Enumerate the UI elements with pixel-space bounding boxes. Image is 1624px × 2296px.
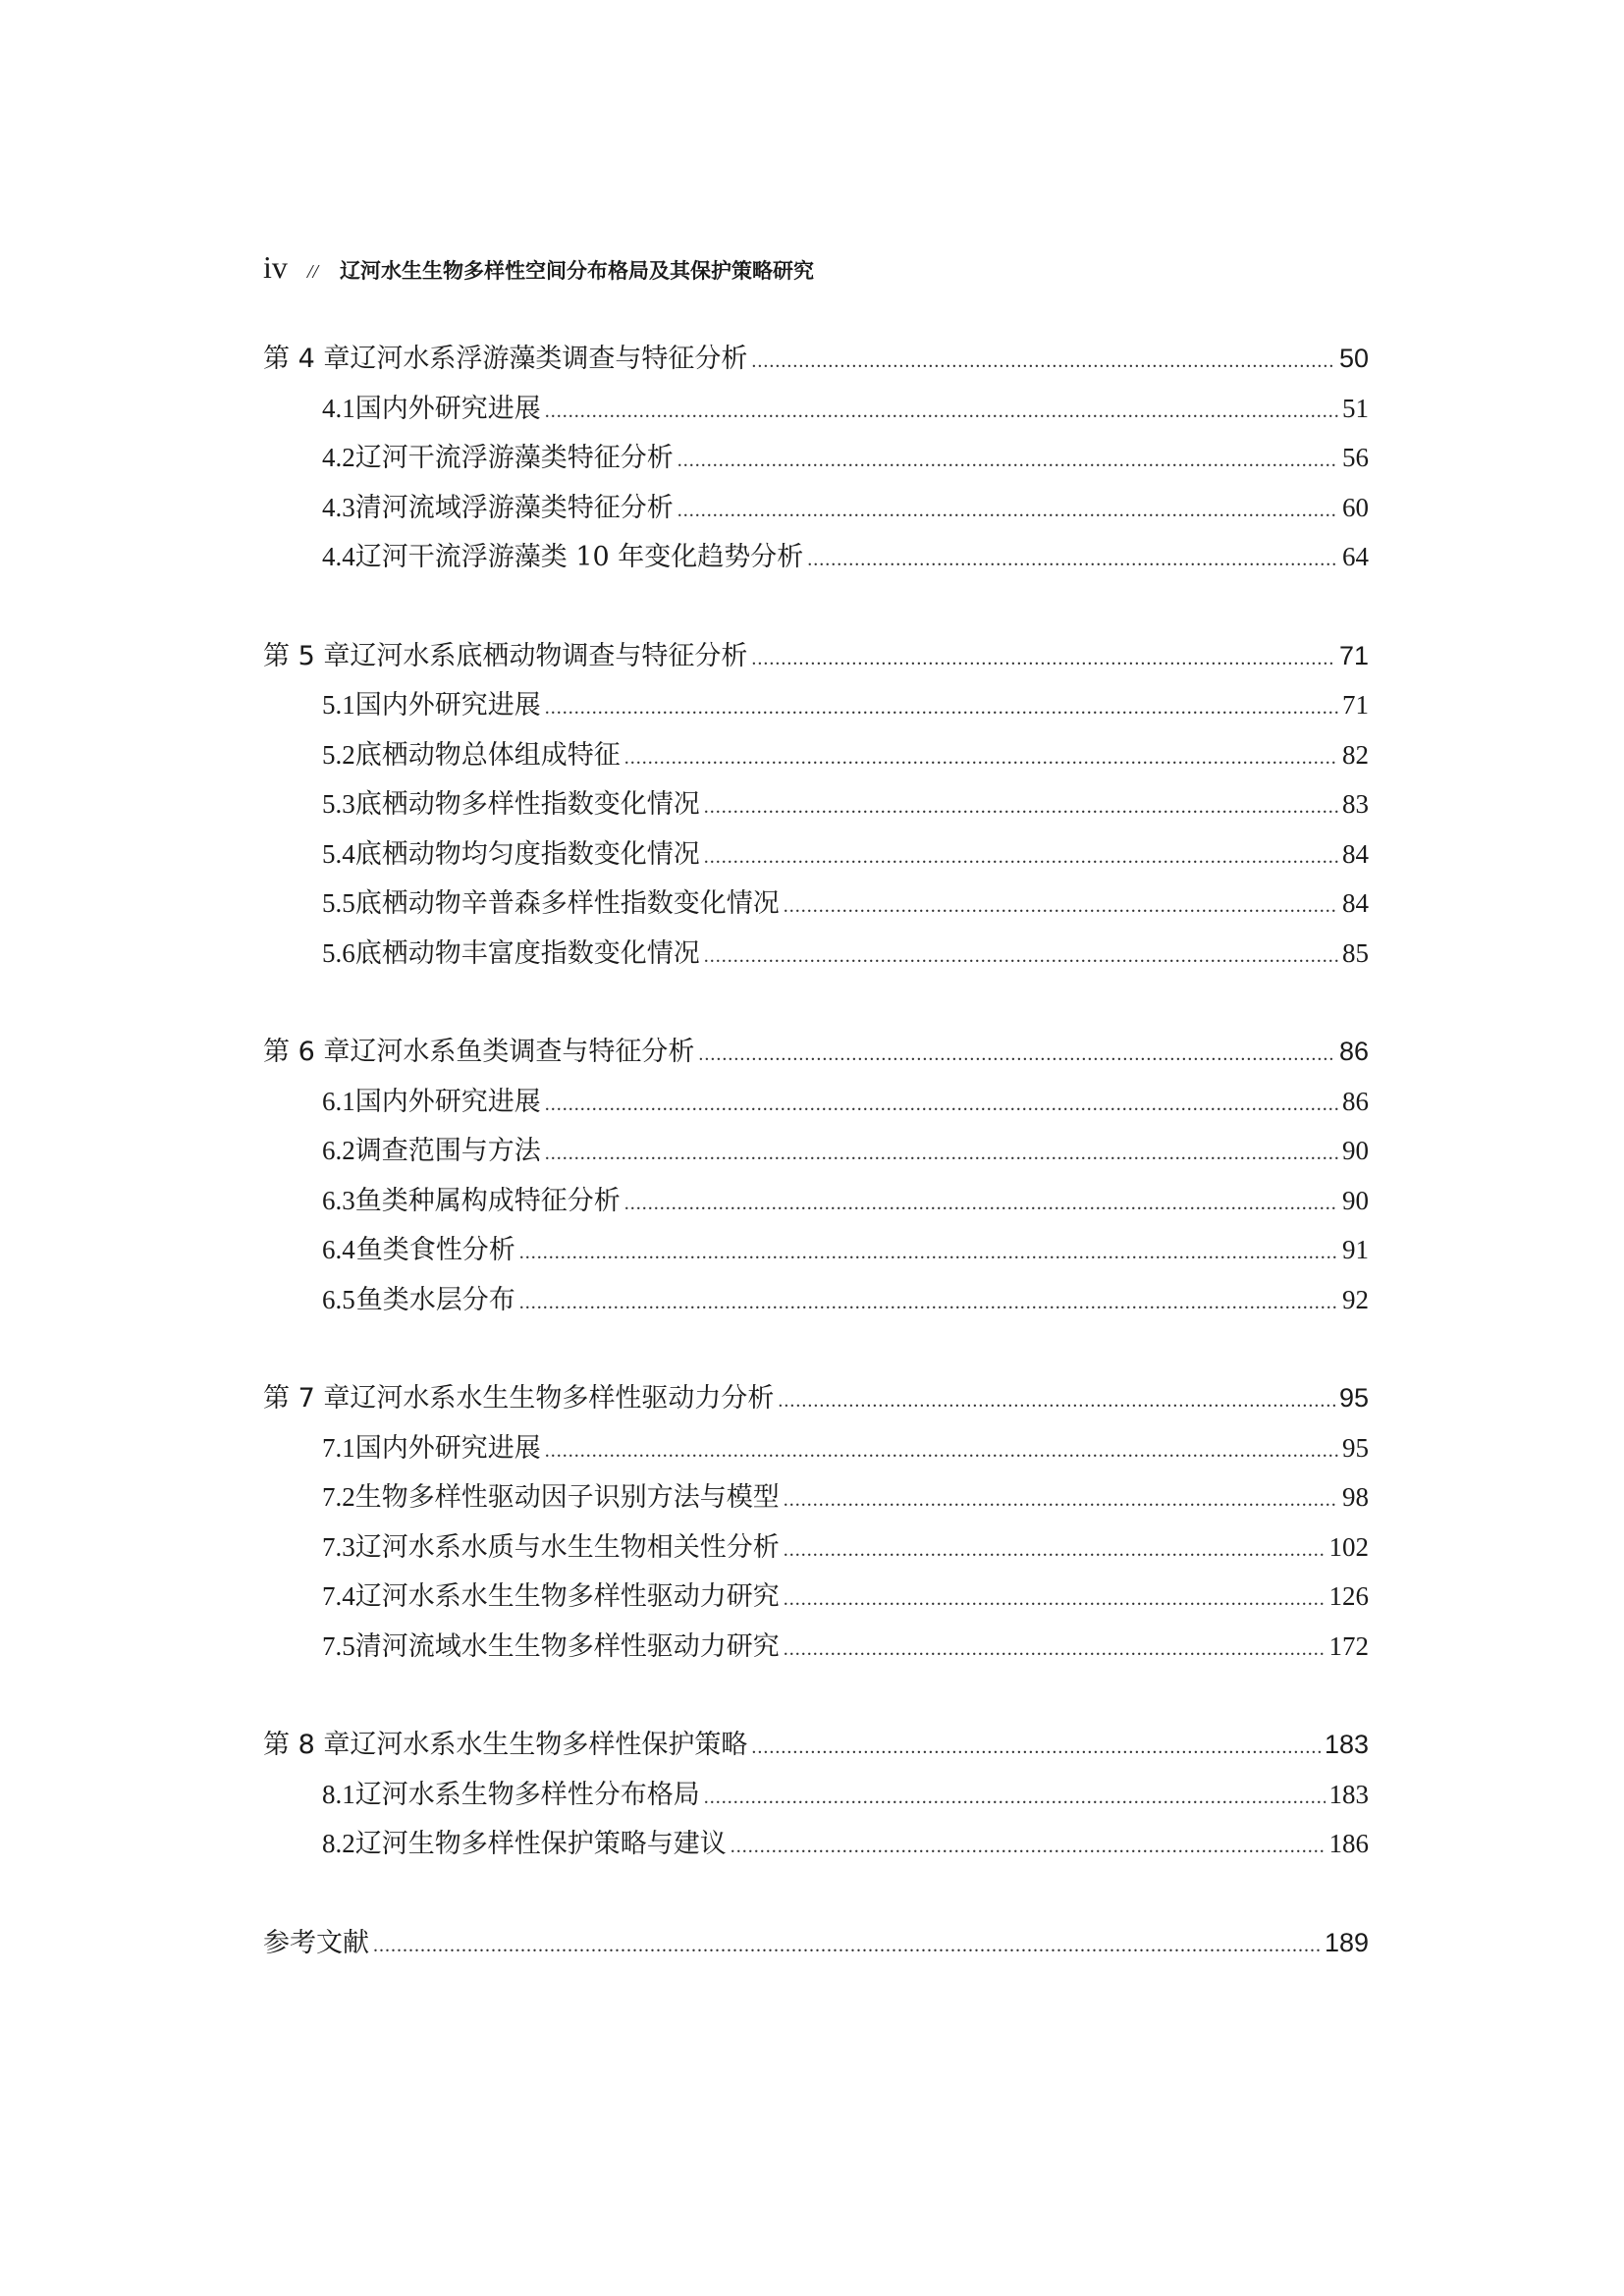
section-page: 85 — [1342, 937, 1369, 968]
book-title: 辽河水生生物多样性空间分布格局及其保护策略研究 — [340, 259, 815, 283]
references-title: 参考文献 — [263, 1927, 369, 1958]
chapter-page: 86 — [1338, 1037, 1369, 1066]
dot-leader — [704, 1773, 1326, 1823]
section-number: 4.3 — [322, 492, 355, 522]
chapter-spacer — [263, 1671, 1369, 1720]
toc-chapter-8[interactable] — [263, 1720, 1369, 1770]
toc-section[interactable] — [263, 730, 1369, 780]
toc-references[interactable] — [263, 1918, 1369, 1968]
section-page: 98 — [1342, 1482, 1369, 1512]
section-title: 辽河水系生物多样性分布格局 — [354, 1779, 700, 1810]
section-number: 7.4 — [322, 1581, 355, 1611]
section-page: 71 — [1342, 690, 1369, 720]
toc-section[interactable] — [263, 1423, 1369, 1473]
section-page: 56 — [1342, 443, 1369, 472]
section-page: 95 — [1342, 1432, 1369, 1463]
section-number: 5.3 — [322, 789, 355, 819]
dot-leader — [704, 782, 1338, 832]
chapter-page: 183 — [1324, 1730, 1369, 1759]
section-number: 7.3 — [322, 1531, 355, 1562]
chapter-title: 辽河水系浮游藻类调查与特征分析 — [350, 344, 748, 374]
section-number: 6.4 — [322, 1235, 355, 1264]
chapter-spacer — [263, 1869, 1369, 1918]
dot-leader — [704, 932, 1338, 982]
section-title: 辽河水系水生生物多样性驱动力研究 — [354, 1581, 780, 1612]
section-page: 83 — [1342, 789, 1369, 819]
section-number: 6.2 — [322, 1136, 355, 1165]
toc-section[interactable] — [263, 680, 1369, 730]
running-head — [263, 249, 814, 286]
section-title: 鱼类水层分布 — [355, 1284, 515, 1315]
dot-leader — [807, 535, 1338, 585]
section-number: 6.1 — [322, 1086, 355, 1116]
header-separator: // — [306, 261, 319, 283]
toc-section[interactable] — [263, 1176, 1369, 1226]
section-number: 4.4 — [322, 542, 355, 571]
section-number: 7.1 — [322, 1432, 355, 1463]
section-page: 172 — [1328, 1630, 1369, 1661]
section-title: 底栖动物多样性指数变化情况 — [354, 789, 700, 820]
section-title: 鱼类食性分析 — [355, 1235, 515, 1265]
chapter-page: 71 — [1338, 640, 1369, 670]
section-number: 5.4 — [322, 838, 355, 869]
toc-section[interactable] — [263, 1225, 1369, 1275]
toc-section[interactable] — [263, 483, 1369, 533]
dot-leader — [784, 1525, 1326, 1575]
dot-leader — [704, 832, 1338, 882]
toc-section[interactable] — [263, 779, 1369, 829]
section-title: 辽河干流浮游藻类特征分析 — [354, 443, 674, 473]
chapter-label: 第 7 章 — [263, 1383, 351, 1414]
toc-section[interactable] — [263, 1522, 1369, 1573]
chapter-label: 第 6 章 — [263, 1037, 351, 1067]
section-number: 6.5 — [322, 1284, 355, 1314]
dot-leader — [731, 1822, 1326, 1872]
page-number: iv — [263, 249, 288, 285]
dot-leader — [545, 1129, 1338, 1179]
section-page: 90 — [1342, 1136, 1369, 1165]
section-title: 国内外研究进展 — [354, 690, 541, 721]
chapter-title: 辽河水系底栖动物调查与特征分析 — [350, 640, 748, 671]
section-page: 186 — [1328, 1829, 1369, 1858]
chapter-spacer — [263, 978, 1369, 1027]
dot-leader — [778, 1376, 1335, 1426]
toc-section[interactable] — [263, 929, 1369, 979]
dot-leader — [624, 733, 1338, 783]
section-title: 辽河干流浮游藻类 10 年变化趋势分析 — [354, 542, 804, 572]
dot-leader — [677, 436, 1338, 486]
toc-section[interactable] — [263, 1819, 1369, 1869]
toc-section[interactable] — [263, 829, 1369, 880]
section-page: 92 — [1342, 1284, 1369, 1314]
section-page: 91 — [1342, 1235, 1369, 1264]
chapter-title: 辽河水系鱼类调查与特征分析 — [350, 1037, 695, 1067]
dot-leader — [519, 1278, 1338, 1328]
chapter-label: 第 5 章 — [263, 640, 351, 671]
dot-leader — [519, 1228, 1338, 1278]
dot-leader — [545, 387, 1338, 437]
chapter-title: 辽河水系水生生物多样性驱动力分析 — [350, 1383, 775, 1414]
chapter-page: 95 — [1338, 1383, 1369, 1413]
dot-leader — [784, 1625, 1326, 1675]
chapter-label: 第 8 章 — [263, 1730, 351, 1760]
section-page: 126 — [1328, 1581, 1369, 1611]
toc-section[interactable] — [263, 433, 1369, 483]
dot-leader — [751, 337, 1335, 387]
section-page: 84 — [1342, 838, 1369, 869]
dot-leader — [751, 1723, 1321, 1773]
section-page: 51 — [1342, 393, 1369, 423]
section-page: 84 — [1342, 888, 1369, 918]
section-number: 7.2 — [322, 1482, 355, 1512]
chapter-label: 第 4 章 — [263, 344, 351, 374]
section-number: 4.2 — [322, 443, 355, 472]
table-of-contents — [263, 334, 1369, 1967]
toc-section[interactable] — [263, 1770, 1369, 1820]
section-title: 国内外研究进展 — [354, 1432, 541, 1464]
section-page: 183 — [1328, 1779, 1369, 1809]
chapter-spacer — [263, 1324, 1369, 1373]
toc-chapter-4[interactable] — [263, 334, 1369, 384]
toc-section[interactable] — [263, 1622, 1369, 1672]
toc-chapter-6[interactable] — [263, 1027, 1369, 1077]
dot-leader — [624, 1179, 1338, 1229]
section-page: 82 — [1342, 739, 1369, 770]
section-number: 5.6 — [322, 937, 355, 968]
section-title: 生物多样性驱动因子识别方法与模型 — [354, 1482, 780, 1513]
section-title: 国内外研究进展 — [354, 1086, 541, 1117]
chapter-spacer — [263, 582, 1369, 631]
section-number: 8.1 — [322, 1779, 355, 1809]
section-number: 4.1 — [322, 393, 355, 423]
chapter-title: 辽河水系水生生物多样性保护策略 — [350, 1730, 748, 1760]
section-title: 底栖动物均匀度指数变化情况 — [354, 838, 700, 870]
toc-section[interactable] — [263, 1472, 1369, 1522]
section-title: 底栖动物辛普森多样性指数变化情况 — [354, 888, 780, 919]
dot-leader — [545, 683, 1338, 733]
section-title: 底栖动物总体组成特征 — [354, 739, 621, 771]
section-page: 60 — [1342, 492, 1369, 522]
section-title: 辽河水系水质与水生生物相关性分析 — [354, 1531, 780, 1563]
section-title: 鱼类种属构成特征分析 — [354, 1185, 621, 1216]
dot-leader — [545, 1426, 1338, 1476]
toc-section[interactable] — [263, 879, 1369, 929]
toc-section[interactable] — [263, 532, 1369, 582]
toc-chapter-5[interactable] — [263, 631, 1369, 681]
toc-section[interactable] — [263, 1077, 1369, 1127]
toc-section[interactable] — [263, 1275, 1369, 1325]
toc-section[interactable] — [263, 1572, 1369, 1622]
section-title: 清河流域浮游藻类特征分析 — [354, 492, 674, 523]
section-title: 调查范围与方法 — [354, 1136, 541, 1166]
dot-leader — [784, 1475, 1338, 1525]
dot-leader — [677, 486, 1338, 536]
section-number: 7.5 — [322, 1630, 355, 1661]
section-page: 86 — [1342, 1086, 1369, 1116]
section-number: 6.3 — [322, 1185, 355, 1215]
section-title: 辽河生物多样性保护策略与建议 — [354, 1829, 727, 1859]
toc-section[interactable] — [263, 1126, 1369, 1176]
section-page: 90 — [1342, 1185, 1369, 1215]
section-title: 底栖动物丰富度指数变化情况 — [354, 937, 700, 969]
references-page: 189 — [1324, 1927, 1369, 1957]
section-title: 清河流域水生生物多样性驱动力研究 — [354, 1630, 780, 1662]
dot-leader — [751, 634, 1335, 684]
dot-leader — [545, 1080, 1338, 1130]
section-number: 5.5 — [322, 888, 355, 918]
section-title: 国内外研究进展 — [354, 393, 541, 424]
dot-leader — [698, 1030, 1335, 1080]
chapter-page: 50 — [1338, 344, 1369, 373]
dot-leader — [784, 881, 1338, 932]
toc-chapter-7[interactable] — [263, 1373, 1369, 1423]
section-page: 64 — [1342, 542, 1369, 571]
section-page: 102 — [1328, 1531, 1369, 1562]
dot-leader — [373, 1921, 1321, 1971]
section-number: 8.2 — [322, 1829, 355, 1858]
section-number: 5.2 — [322, 739, 355, 770]
toc-section[interactable] — [263, 384, 1369, 434]
section-number: 5.1 — [322, 690, 355, 720]
dot-leader — [784, 1575, 1326, 1625]
